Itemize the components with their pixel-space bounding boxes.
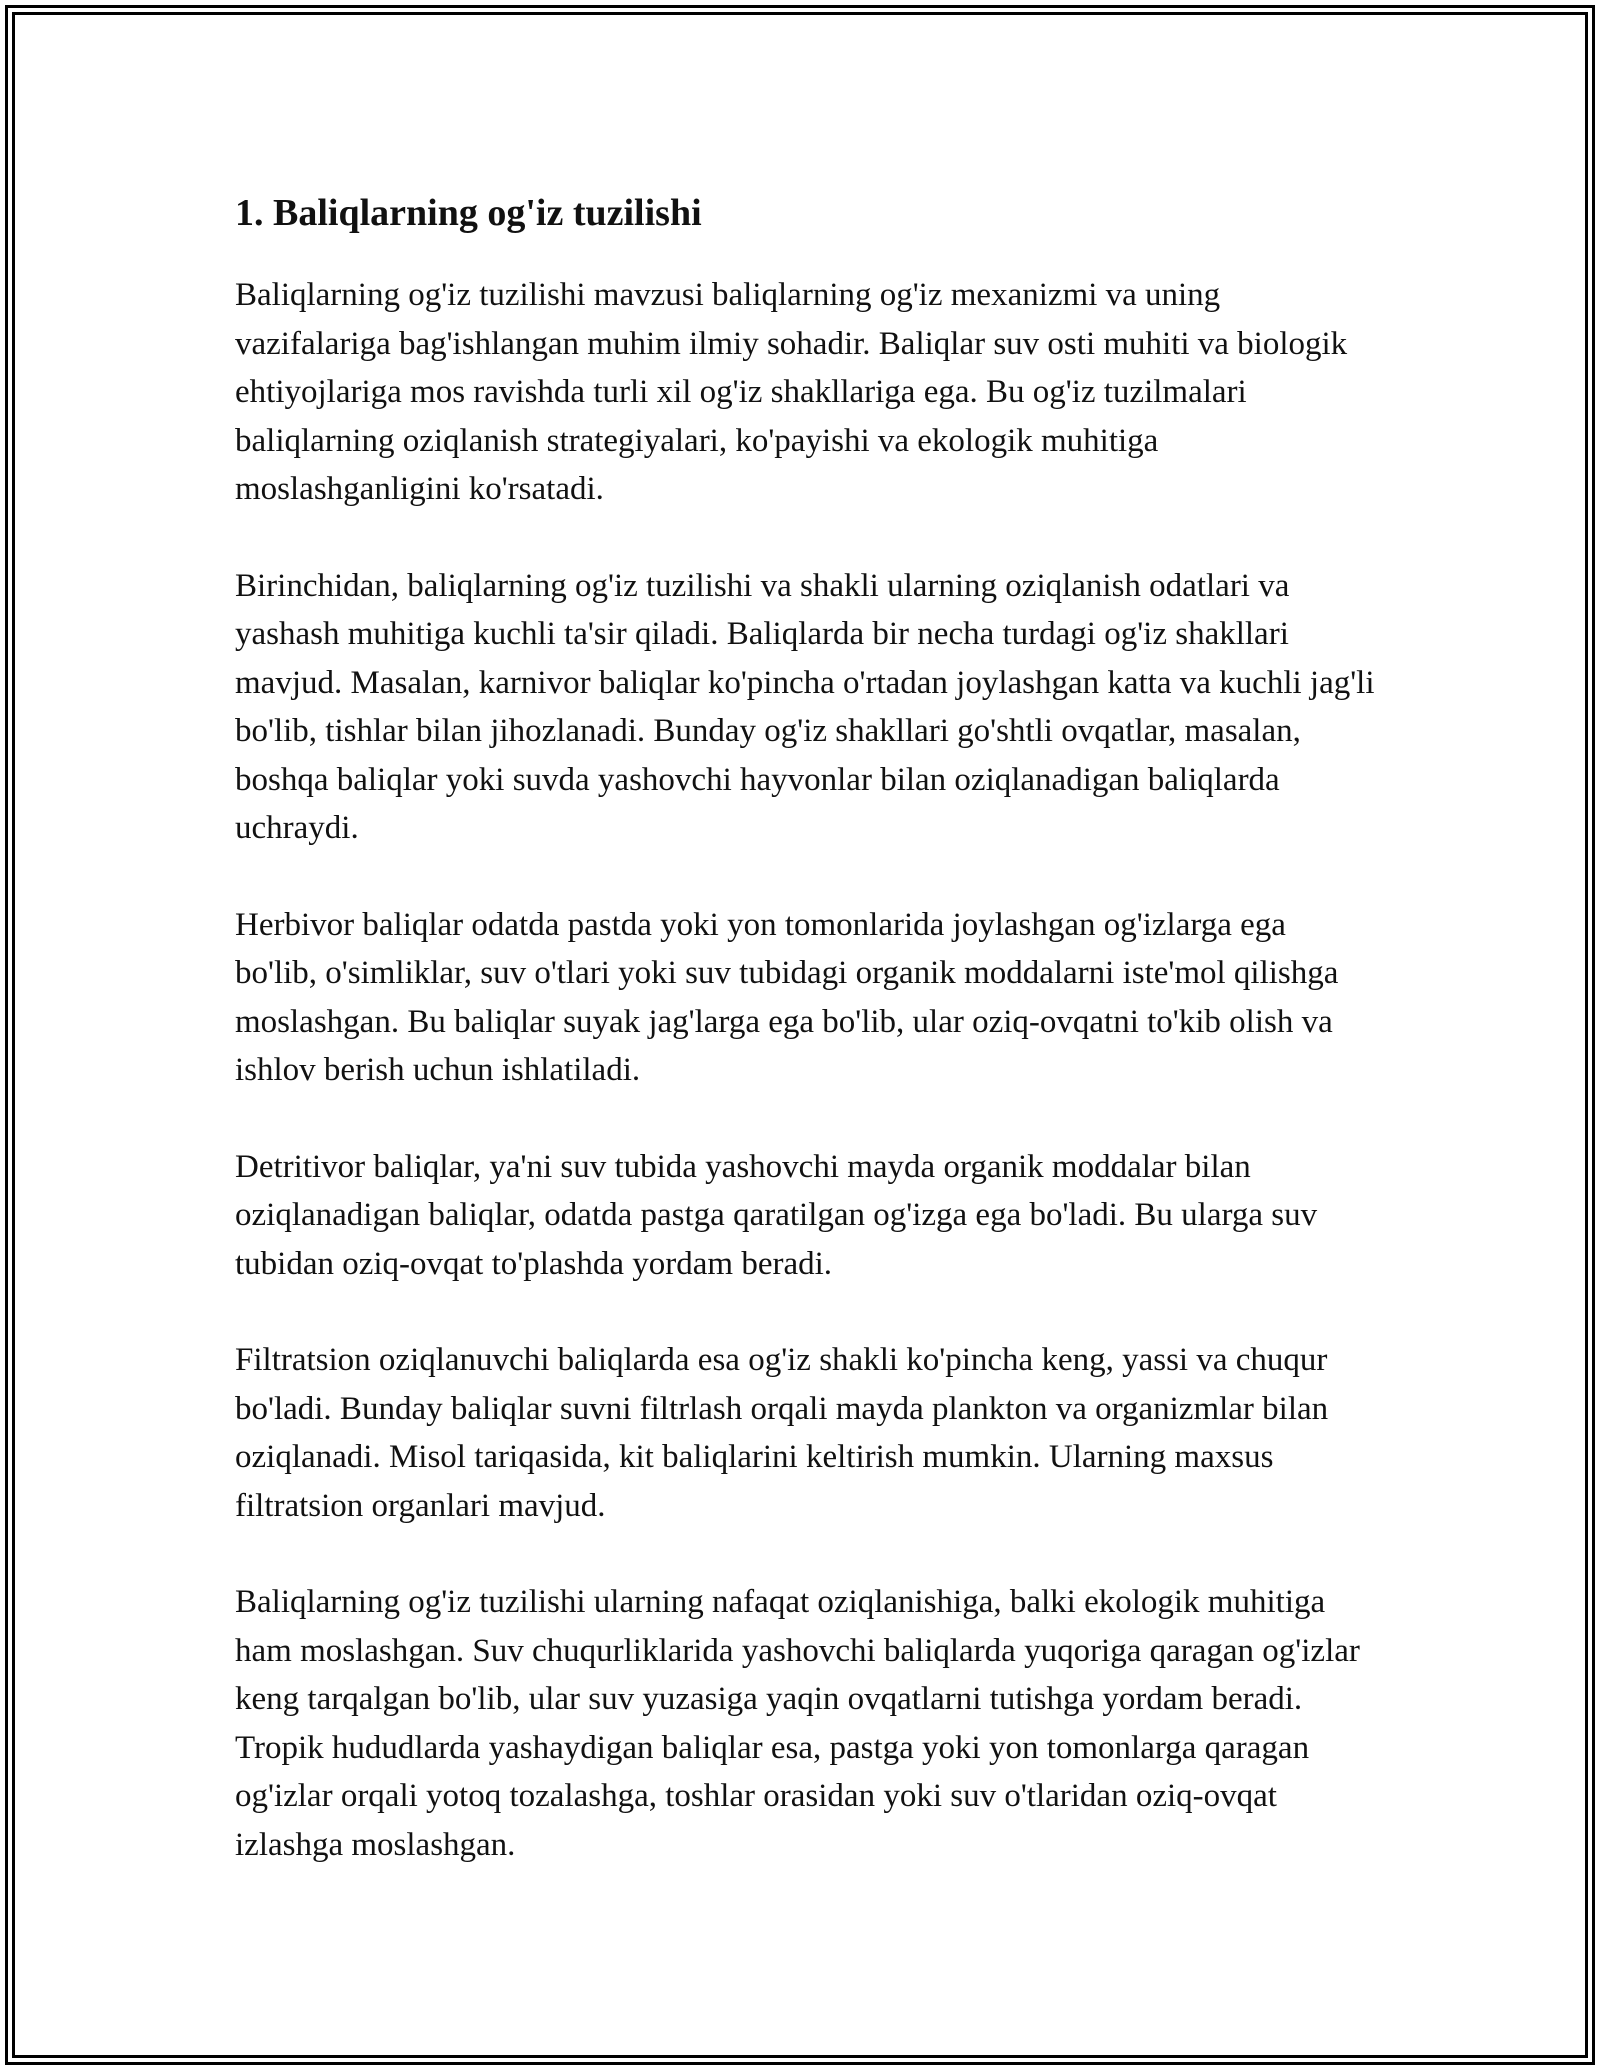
- paragraph-filter-feeder: Filtratsion oziqlanuvchi baliqlarda esa og'iz shakli ko'pincha keng, yassi va chuqur bo'ladi. Bunday baliqlar suvni filtrlash orqali mayda plankton va organizmlar bilan oziqlanadi. Misol tariqasida, kit baliqlarini keltirish mumkin. Ularning maxsus filtratsion organlari mavjud.: [235, 1342, 1329, 1524]
- paragraph-intro: Baliqlarning og'iz tuzilishi mavzusi baliqlarning og'iz mexanizmi va uning vazifalariga bag'ishlangan muhim ilmiy sohadir. Baliqlar suv osti muhiti va biologik ehtiyojlariga mos ravishda turli xil og'iz shakllariga ega. Bu og'iz tuzilmalari baliqlarning oziqlanish strategiyalari, ko'payishi va ekologik muhitiga moslashganligini ko'rsatadi.: [235, 277, 1348, 507]
- paragraph-detritivore: Detritivor baliqlar, ya'ni suv tubida yashovchi mayda organik moddalar bilan oziqlanadigan baliqlar, odatda pastga qaratilgan og'izga ega bo'ladi. Bu ularga suv tubidan oziq-ovqat to'plashda yordam beradi.: [235, 1148, 1318, 1282]
- paragraph-carnivore: Birinchidan, baliqlarning og'iz tuzilishi va shakli ularning oziqlanish odatlari va yashash muhitiga kuchli ta'sir qiladi. Baliqlarda bir necha turdagi og'iz shakllari mavjud. Masalan, karnivor baliqlar ko'pincha o'rtadan joylashgan katta va kuchli jag'li bo'lib, tishlar bilan jihozlanadi. Bunday og'iz shakllari go'shtli ovqatlar, masalan, boshqa baliqlar yoki suvda yashovchi hayvonlar bilan oziqlanadigan baliqlarda uchraydi.: [235, 567, 1375, 846]
- document-body: [235, 185, 1375, 1917]
- section-heading: 1. Baliqlarning og'iz tuzilishi: [235, 192, 702, 234]
- paragraph-ecology: Baliqlarning og'iz tuzilishi ularning nafaqat oziqlanishiga, balki ekologik muhitiga ham moslashgan. Suv chuqurliklarida yashovchi baliqlarda yuqoriga qaragan og'izlar keng tarqalgan bo'lib, ular suv yuzasiga yaqin ovqatlarni tutishga yordam beradi. Tropik hududlarda yashaydigan baliqlar esa, pastga yoki yon tomonlarga qaragan og'izlar orqali yotoq tozalashga, toshlar orasidan yoki suv o'tlaridan oziq-ovqat izlashga moslashgan.: [235, 1584, 1360, 1863]
- paragraph-herbivore: Herbivor baliqlar odatda pastda yoki yon tomonlarida joylashgan og'izlarga ega bo'lib, o'simliklar, suv o'tlari yoki suv tubidagi organik moddalarni iste'mol qilishga moslashgan. Bu baliqlar suyak jag'larga ega bo'lib, ular oziq-ovqatni to'kib olish va ishlov berish uchun ishlatiladi.: [235, 906, 1339, 1088]
